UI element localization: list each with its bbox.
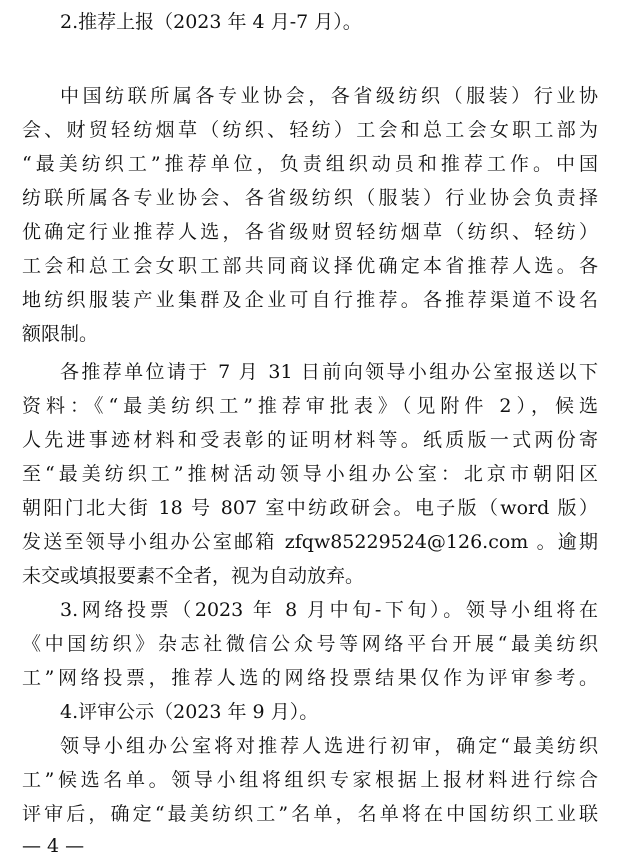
- text-line: 《中国纺织》杂志社微信公众号等网络平台开展“最美纺织: [22, 633, 598, 655]
- text-line: 地纺织服装产业集群及企业可自行推荐。各推荐渠道不设名: [22, 289, 598, 311]
- page-number: — 4 —: [22, 835, 85, 857]
- email-line: 发送至领导小组办公室邮箱 zfqw85229524@126.com 。逾期: [22, 531, 598, 553]
- text-line: 评审后，确定“最美纺织工”名单，名单将在中国纺织工业联: [22, 803, 598, 825]
- text-line: 额限制。: [22, 323, 99, 345]
- section-heading-3: 3.网络投票（2023 年 8 月中旬-下旬）。领导小组将在: [60, 599, 598, 621]
- section-heading-2: 2.推荐上报（2023 年 4 月-7 月）。: [60, 11, 362, 33]
- text-line: 优确定行业推荐人选，各省级财贸轻纺烟草（纺织、轻纺）: [22, 221, 598, 243]
- text-line: 工会和总工会女职工部共同商议择优确定本省推荐人选。各: [22, 255, 598, 277]
- text-line: 领导小组办公室将对推荐人选进行初审，确定“最美纺织: [60, 735, 598, 757]
- text-line: 会、财贸轻纺烟草（纺织、轻纺）工会和总工会女职工部为: [22, 119, 598, 141]
- text-line: 资料：《“最美纺织工”推荐审批表》（见附件 2），候选: [22, 395, 598, 417]
- text-line: 工”网络投票，推荐人选的网络投票结果仅作为评审参考。: [22, 667, 598, 689]
- text-line: 中国纺联所属各专业协会，各省级纺织（服装）行业协: [60, 85, 598, 107]
- text-line: 朝阳门北大街 18 号 807 室中纺政研会。电子版（word 版）: [22, 497, 598, 519]
- text-line: 纺联所属各专业协会、各省级纺织（服装）行业协会负责择: [22, 187, 598, 209]
- text-line: “最美纺织工”推荐单位，负责组织动员和推荐工作。中国: [22, 153, 598, 175]
- text-line: 未交或填报要素不全者，视为自动放弃。: [22, 565, 365, 587]
- text-line: 人先进事迹材料和受表彰的证明材料等。纸质版一式两份寄: [22, 429, 598, 451]
- text-line: 至“最美纺织工”推树活动领导小组办公室：北京市朝阳区: [22, 463, 598, 485]
- text-line: 各推荐单位请于 7 月 31 日前向领导小组办公室报送以下: [60, 361, 598, 383]
- section-heading-4: 4.评审公示（2023 年 9 月）。: [60, 701, 319, 723]
- text-line: 工”候选名单。领导小组将组织专家根据上报材料进行综合: [22, 769, 598, 791]
